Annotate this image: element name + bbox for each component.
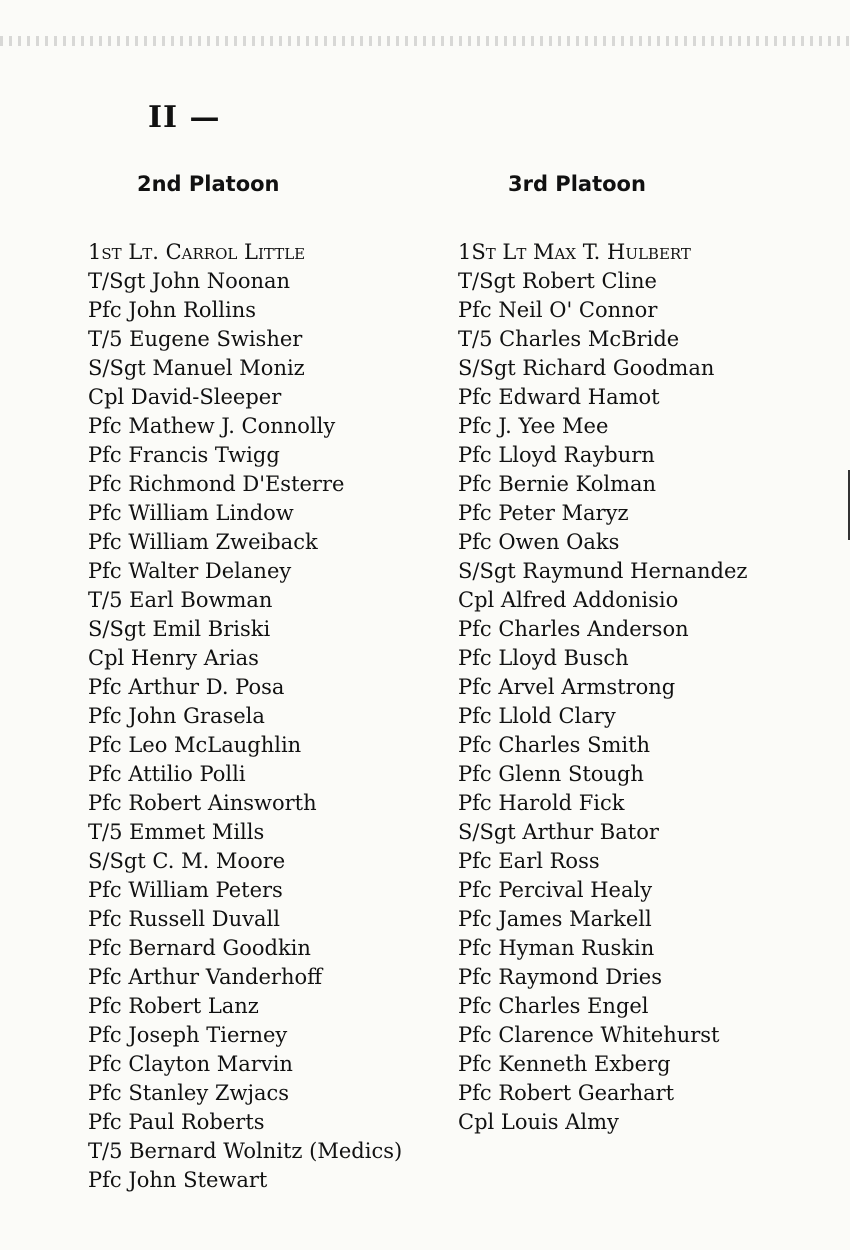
roster-entry: Pfc Mathew J. Connolly [88,414,336,438]
roster-3rd-platoon [458,238,747,1137]
roster-entry: Pfc Robert Gearhart [458,1081,675,1105]
platoon-heading-2nd: 2nd Platoon [137,172,280,196]
roster-entry: Pfc William Peters [88,878,283,902]
roster-entry: Pfc Clayton Marvin [88,1052,293,1076]
roster-entry: Pfc Paul Roberts [88,1110,265,1134]
roster-entry: Pfc Arvel Armstrong [458,675,676,699]
roster-entry: Pfc J. Yee Mee [458,414,609,438]
roster-entry: Pfc Lloyd Rayburn [458,443,655,467]
roster-entry: Pfc Neil O' Connor [458,298,658,322]
roster-2nd-platoon [88,238,402,1195]
roster-entry: Pfc Stanley Zwjacs [88,1081,290,1105]
roster-entry: T/Sgt John Noonan [88,269,291,293]
roster-entry: Pfc Robert Ainsworth [88,791,317,815]
roster-entry: 1St Lt Max T. Hulbert [458,240,691,264]
roster-entry: Pfc Bernard Goodkin [88,936,311,960]
roster-entry: Cpl Louis Almy [458,1110,619,1134]
roster-entry: Pfc Arthur D. Posa [88,675,285,699]
roster-entry: Pfc Earl Ross [458,849,600,873]
roster-entry: Pfc James Markell [458,907,652,931]
roster-entry: Pfc Peter Maryz [458,501,629,525]
section-mark: II — [148,100,221,135]
roster-entry: T/5 Emmet Mills [88,820,265,844]
roster-entry: Pfc William Zweiback [88,530,318,554]
roster-entry: Pfc Hyman Ruskin [458,936,655,960]
roster-entry: Pfc Bernie Kolman [458,472,657,496]
roster-entry: Pfc Raymond Dries [458,965,663,989]
roster-entry: Pfc Charles Engel [458,994,649,1018]
roster-entry: Pfc Harold Fick [458,791,625,815]
roster-entry: Pfc Richmond D'Esterre [88,472,345,496]
roster-entry: S/Sgt Raymund Hernandez [458,559,748,583]
roster-entry: Pfc Llold Clary [458,704,616,728]
platoon-heading-3rd: 3rd Platoon [508,172,646,196]
roster-entry: Pfc John Grasela [88,704,265,728]
roster-entry: S/Sgt Emil Briski [88,617,271,641]
roster-entry: Pfc Leo McLaughlin [88,733,302,757]
roster-entry: S/Sgt C. M. Moore [88,849,286,873]
roster-entry: T/Sgt Robert Cline [458,269,657,293]
roster-entry: Cpl Henry Arias [88,646,259,670]
roster-entry: S/Sgt Richard Goodman [458,356,715,380]
roster-entry: Pfc Glenn Stough [458,762,644,786]
roster-entry: Pfc Lloyd Busch [458,646,629,670]
roster-entry: Pfc Charles Anderson [458,617,689,641]
roster-entry: S/Sgt Manuel Moniz [88,356,305,380]
roster-entry: Pfc Percival Healy [458,878,653,902]
roster-entry: Cpl Alfred Addonisio [458,588,679,612]
roster-entry: Pfc Joseph Tierney [88,1023,288,1047]
roster-entry: Pfc Owen Oaks [458,530,620,554]
roster-entry: Pfc Francis Twigg [88,443,280,467]
roster-entry: Pfc Charles Smith [458,733,651,757]
roster-entry: Pfc Robert Lanz [88,994,259,1018]
roster-entry: Pfc Walter Delaney [88,559,292,583]
scan-artifact-strip [0,36,850,46]
roster-entry: Pfc John Rollins [88,298,257,322]
roster-entry: Pfc John Stewart [88,1168,268,1192]
roster-entry: Pfc Arthur Vanderhoff [88,965,323,989]
roster-entry: Pfc William Lindow [88,501,294,525]
roster-entry: Cpl David-Sleeper [88,385,282,409]
roster-entry: Pfc Edward Hamot [458,385,660,409]
roster-entry: T/5 Eugene Swisher [88,327,303,351]
roster-entry: T/5 Bernard Wolnitz (Medics) [88,1139,403,1163]
roster-entry: T/5 Earl Bowman [88,588,273,612]
roster-entry: Pfc Clarence Whitehurst [458,1023,720,1047]
roster-entry: 1st Lt. Carrol Little [88,240,306,264]
roster-entry: Pfc Attilio Polli [88,762,246,786]
roster-entry: S/Sgt Arthur Bator [458,820,659,844]
roster-entry: Pfc Kenneth Exberg [458,1052,671,1076]
roster-entry: Pfc Russell Duvall [88,907,280,931]
roster-entry: T/5 Charles McBride [458,327,680,351]
